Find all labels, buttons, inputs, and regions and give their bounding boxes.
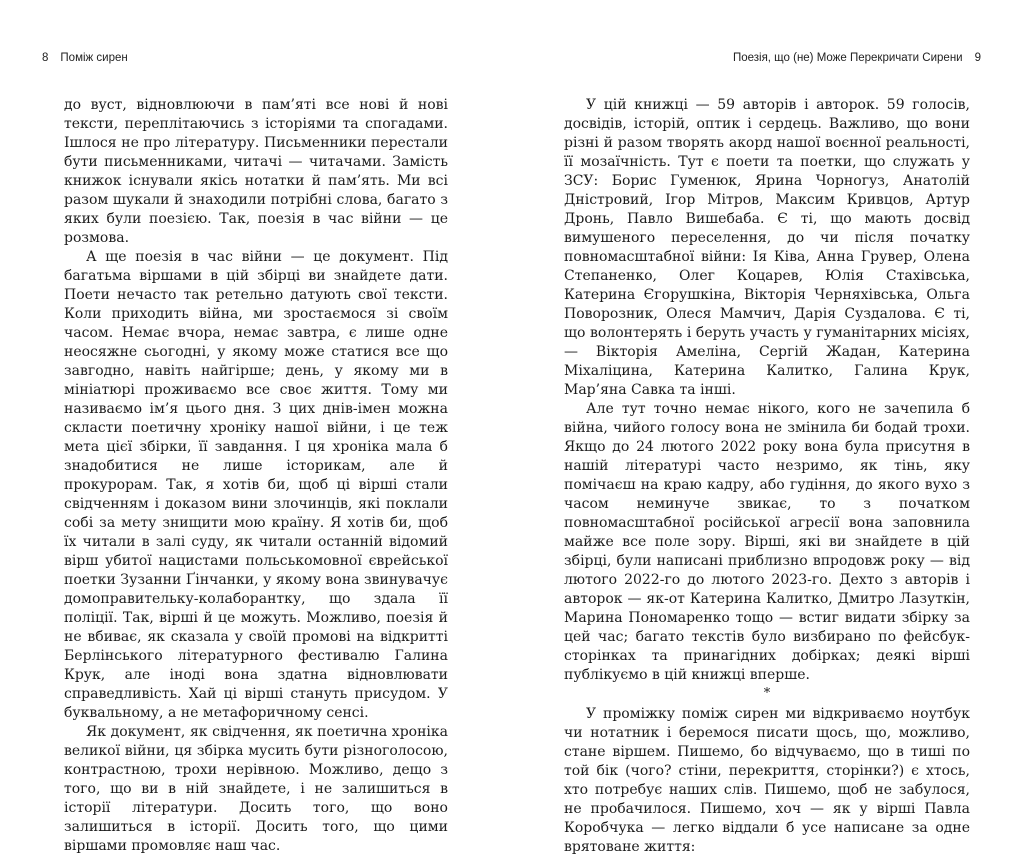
left-header-title: Поміж сирен xyxy=(60,52,128,64)
paragraph: У проміжку поміж сирен ми відкриваємо ноутбук чи нотатник і беремося писати щось, що, можливо, стане віршем. Пишемо, бо відчуваємо, що в тиші по той бік (чого? стіни, перекриття, сторінки?) є хтось, хто потребує наших слів. Пишемо, щоб не забулося, не пробачилося. Пишемо, хоч — як у вірші Павла Коробчука — легко віддали б усе написане за одне врятоване життя: xyxy=(564,706,970,855)
paragraph: А ще поезія в час війни — це документ. Під багатьма віршами в цій збірці ви знайдете дати. Поети нечасто так ретельно датують свої тексти. Коли приходить війна, ми зростаємося зі своїм часом. Немає вчора, немає завтра, є лише одне неосяжне сьогодні, у якому може статися все що завгодно, навіть найгірше; день, у якому ми в мініатюрі проживаємо все своє життя. Тому ми називаємо ім’я цього дня. З цих днів-імен можна скласти поетичну хроніку нашої війни, і це теж мета цієї збірки, її завдання. І ця хроніка мала б знадобитися не лише історикам, але й прокурорам. Так, я хотів би, щоб ці вірші стали свідченням і доказом вини злочинців, які поклали собі за мету знищити мою країну. Я хотів би, щоб їх читали в залі суду, як читали останній відомий вірш убитої нацистами польськомовної єврейської поетки Зузанни Ґінчанки, у якому вона звинувачує домоправительку-колаборантку, що здала її поліції. Так, вірші й це можуть. Можливо, поезія й не вбиває, як сказала у своїй промові на відкритті Берлінського літературного фестивалю Галина Крук, але іноді вона здатна відновлювати справедливість. Хай ці вірші стануть присудом. У буквальному, а не метафоричному сенсі. xyxy=(64,249,448,721)
left-body-text xyxy=(64,96,448,856)
left-page-number: 8 xyxy=(42,52,49,64)
section-break: * xyxy=(763,686,771,701)
paragraph: до вуст, відновлюючи в пам’яті все нові й нові тексти, переплітаючись з історіями та спогадами. Ішлося не про літературу. Письменники перестали бути письменниками, читачі — читачами. Замість книжок існували якісь нотатки й пам’ять. Ми всі разом шукали й знаходили потрібні слова, багато з яких були поезією. Так, поезія в час війни — це розмова. xyxy=(64,97,448,246)
right-page-number: 9 xyxy=(974,52,981,64)
paragraph: Як документ, як свідчення, як поетична хроніка великої війни, ця збірка мусить бути різноголосою, контрастною, трохи нерівною. Можливо, дещо з того, що ви в ній знайдете, і не залишиться в історії літератури. Досить того, що воно залишиться в історії. Досить того, що цими віршами промовляє наш час. xyxy=(64,724,448,854)
paragraph: Але тут точно немає нікого, кого не зачепила б війна, чийого голосу вона не змінила би бодай трохи. Якщо до 24 лютого 2022 року вона була присутня в нашій літературі часто незримо, як тінь, яку помічаєш на краю кадру, або гудіння, до якого вухо з часом неминуче звикає, то з початком повномасштабної російської агресії вона заповнила майже все поле зору. Вірші, які ви знайдете в цій збірці, були написані приблизно впродовж року — від лютого 2022-го до лютого 2023-го. Дехто з авторів і авторок — як-от Катерина Калитко, Дмитро Лазуткін, Марина Пономаренко тощо — встиг видати збірку за цей час; багато текстів було визбирано по фейсбук-сторінках та принагідних добірках; деякі вірші публікуємо в цій книжці вперше. xyxy=(564,401,970,683)
paragraph: У цій книжці — 59 авторів і авторок. 59 голосів, досвідів, історій, оптик і сердець. Важливо, що вони різні й разом творять акорд нашої воєнної реальності, її мозаїчність. Тут є поети та поетки, що служать у ЗСУ: Борис Гуменюк, Ярина Чорногуз, Анатолій Дністровий, Ігор Мітров, Максим Кривцов, Артур Дронь, Павло Вишебаба. Є ті, що мають досвід вимушеного переселення, до чи після початку повномасштабної війни: Ія Ківа, Анна Грувер, Олена Степаненко, Олег Коцарев, Юлія Стахівська, Катерина Єгорушкіна, Вікторія Черняхівська, Ольга Поворозник, Олеся Мамчич, Дарія Суздалова. Є ті, що волонтерять і беруть участь у гуманітарних місіях, — Вікторія Амеліна, Сергій Жадан, Катерина Міхаліцина, Катерина Калитко, Галина Крук, Мар’яна Савка та інші. xyxy=(564,97,970,398)
right-header-title: Поезія, що (не) Може Перекричати Сирени xyxy=(732,52,963,64)
right-page xyxy=(512,0,1024,855)
right-body-text xyxy=(564,96,970,857)
right-running-header xyxy=(733,52,981,64)
left-page xyxy=(0,0,512,854)
left-running-header xyxy=(42,52,128,64)
